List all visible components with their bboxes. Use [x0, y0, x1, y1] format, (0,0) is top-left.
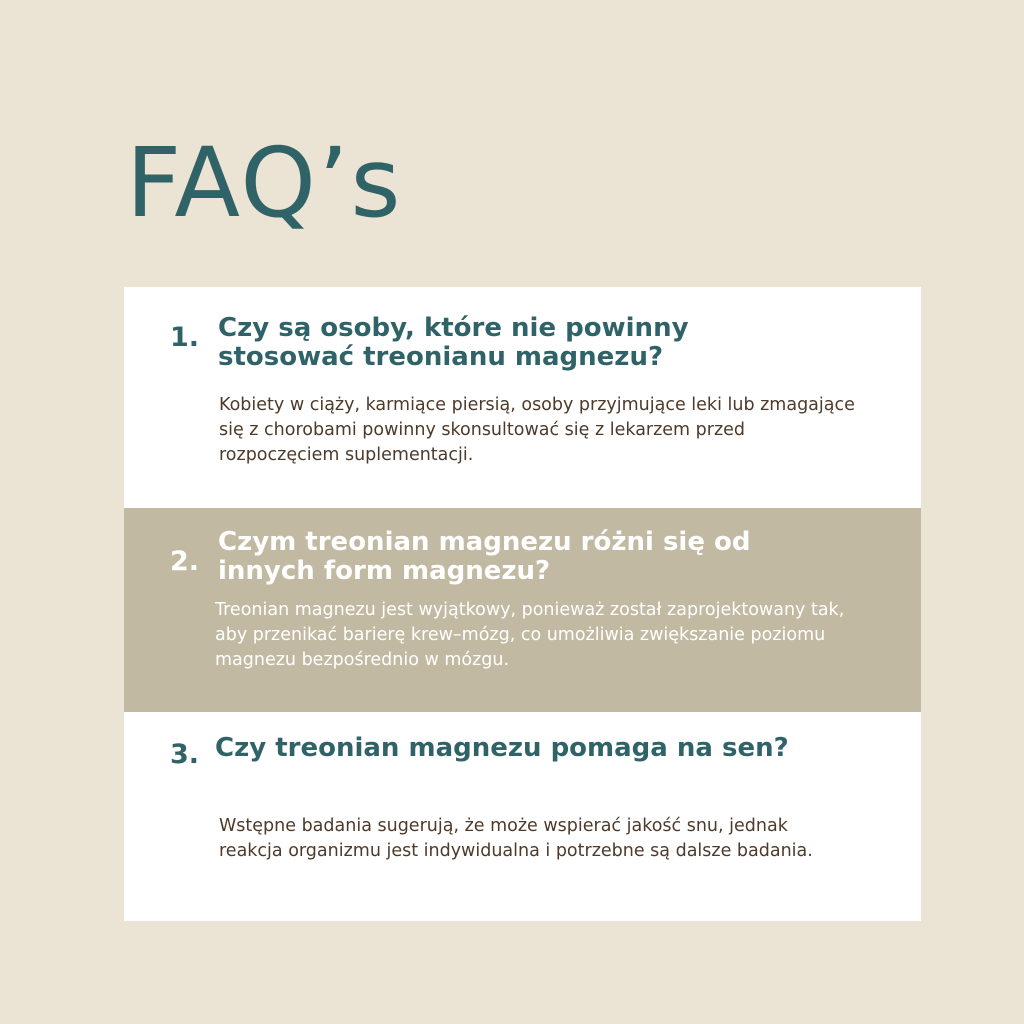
faq-question: Czy treonian magnezu pomaga na sen?: [215, 733, 789, 763]
faq-question: Czym treonian magnezu różni się od innych form magnezu?: [218, 527, 751, 586]
faq-answer: Treonian magnezu jest wyjątkowy, ponieważ został zaprojektowany tak, aby przenikać barierę krew–mózg, co umożliwia zwiększanie poziomu magnezu bezpośrednio w mózgu.: [215, 600, 845, 670]
faq-item: [124, 712, 921, 921]
faq-answer: Kobiety w ciąży, karmiące piersią, osoby przyjmujące leki lub zmagające się z chorobami powinny skonsultować się z lekarzem przed rozpoczęciem suplementacji.: [219, 395, 855, 465]
faq-number: 1.: [170, 322, 200, 353]
faq-number: 2.: [170, 546, 200, 577]
faq-item: [124, 287, 921, 508]
faq-card: [124, 287, 921, 921]
faq-question: Czy są osoby, które nie powinny stosować treonianu magnezu?: [218, 313, 689, 372]
page-title: FAQ’s: [126, 127, 403, 239]
faq-number: 3.: [170, 739, 200, 770]
faq-answer: Wstępne badania sugerują, że może wspierać jakość snu, jednak reakcja organizmu jest indywidualna i potrzebne są dalsze badania.: [219, 816, 813, 861]
faq-item-highlighted: [124, 508, 921, 712]
